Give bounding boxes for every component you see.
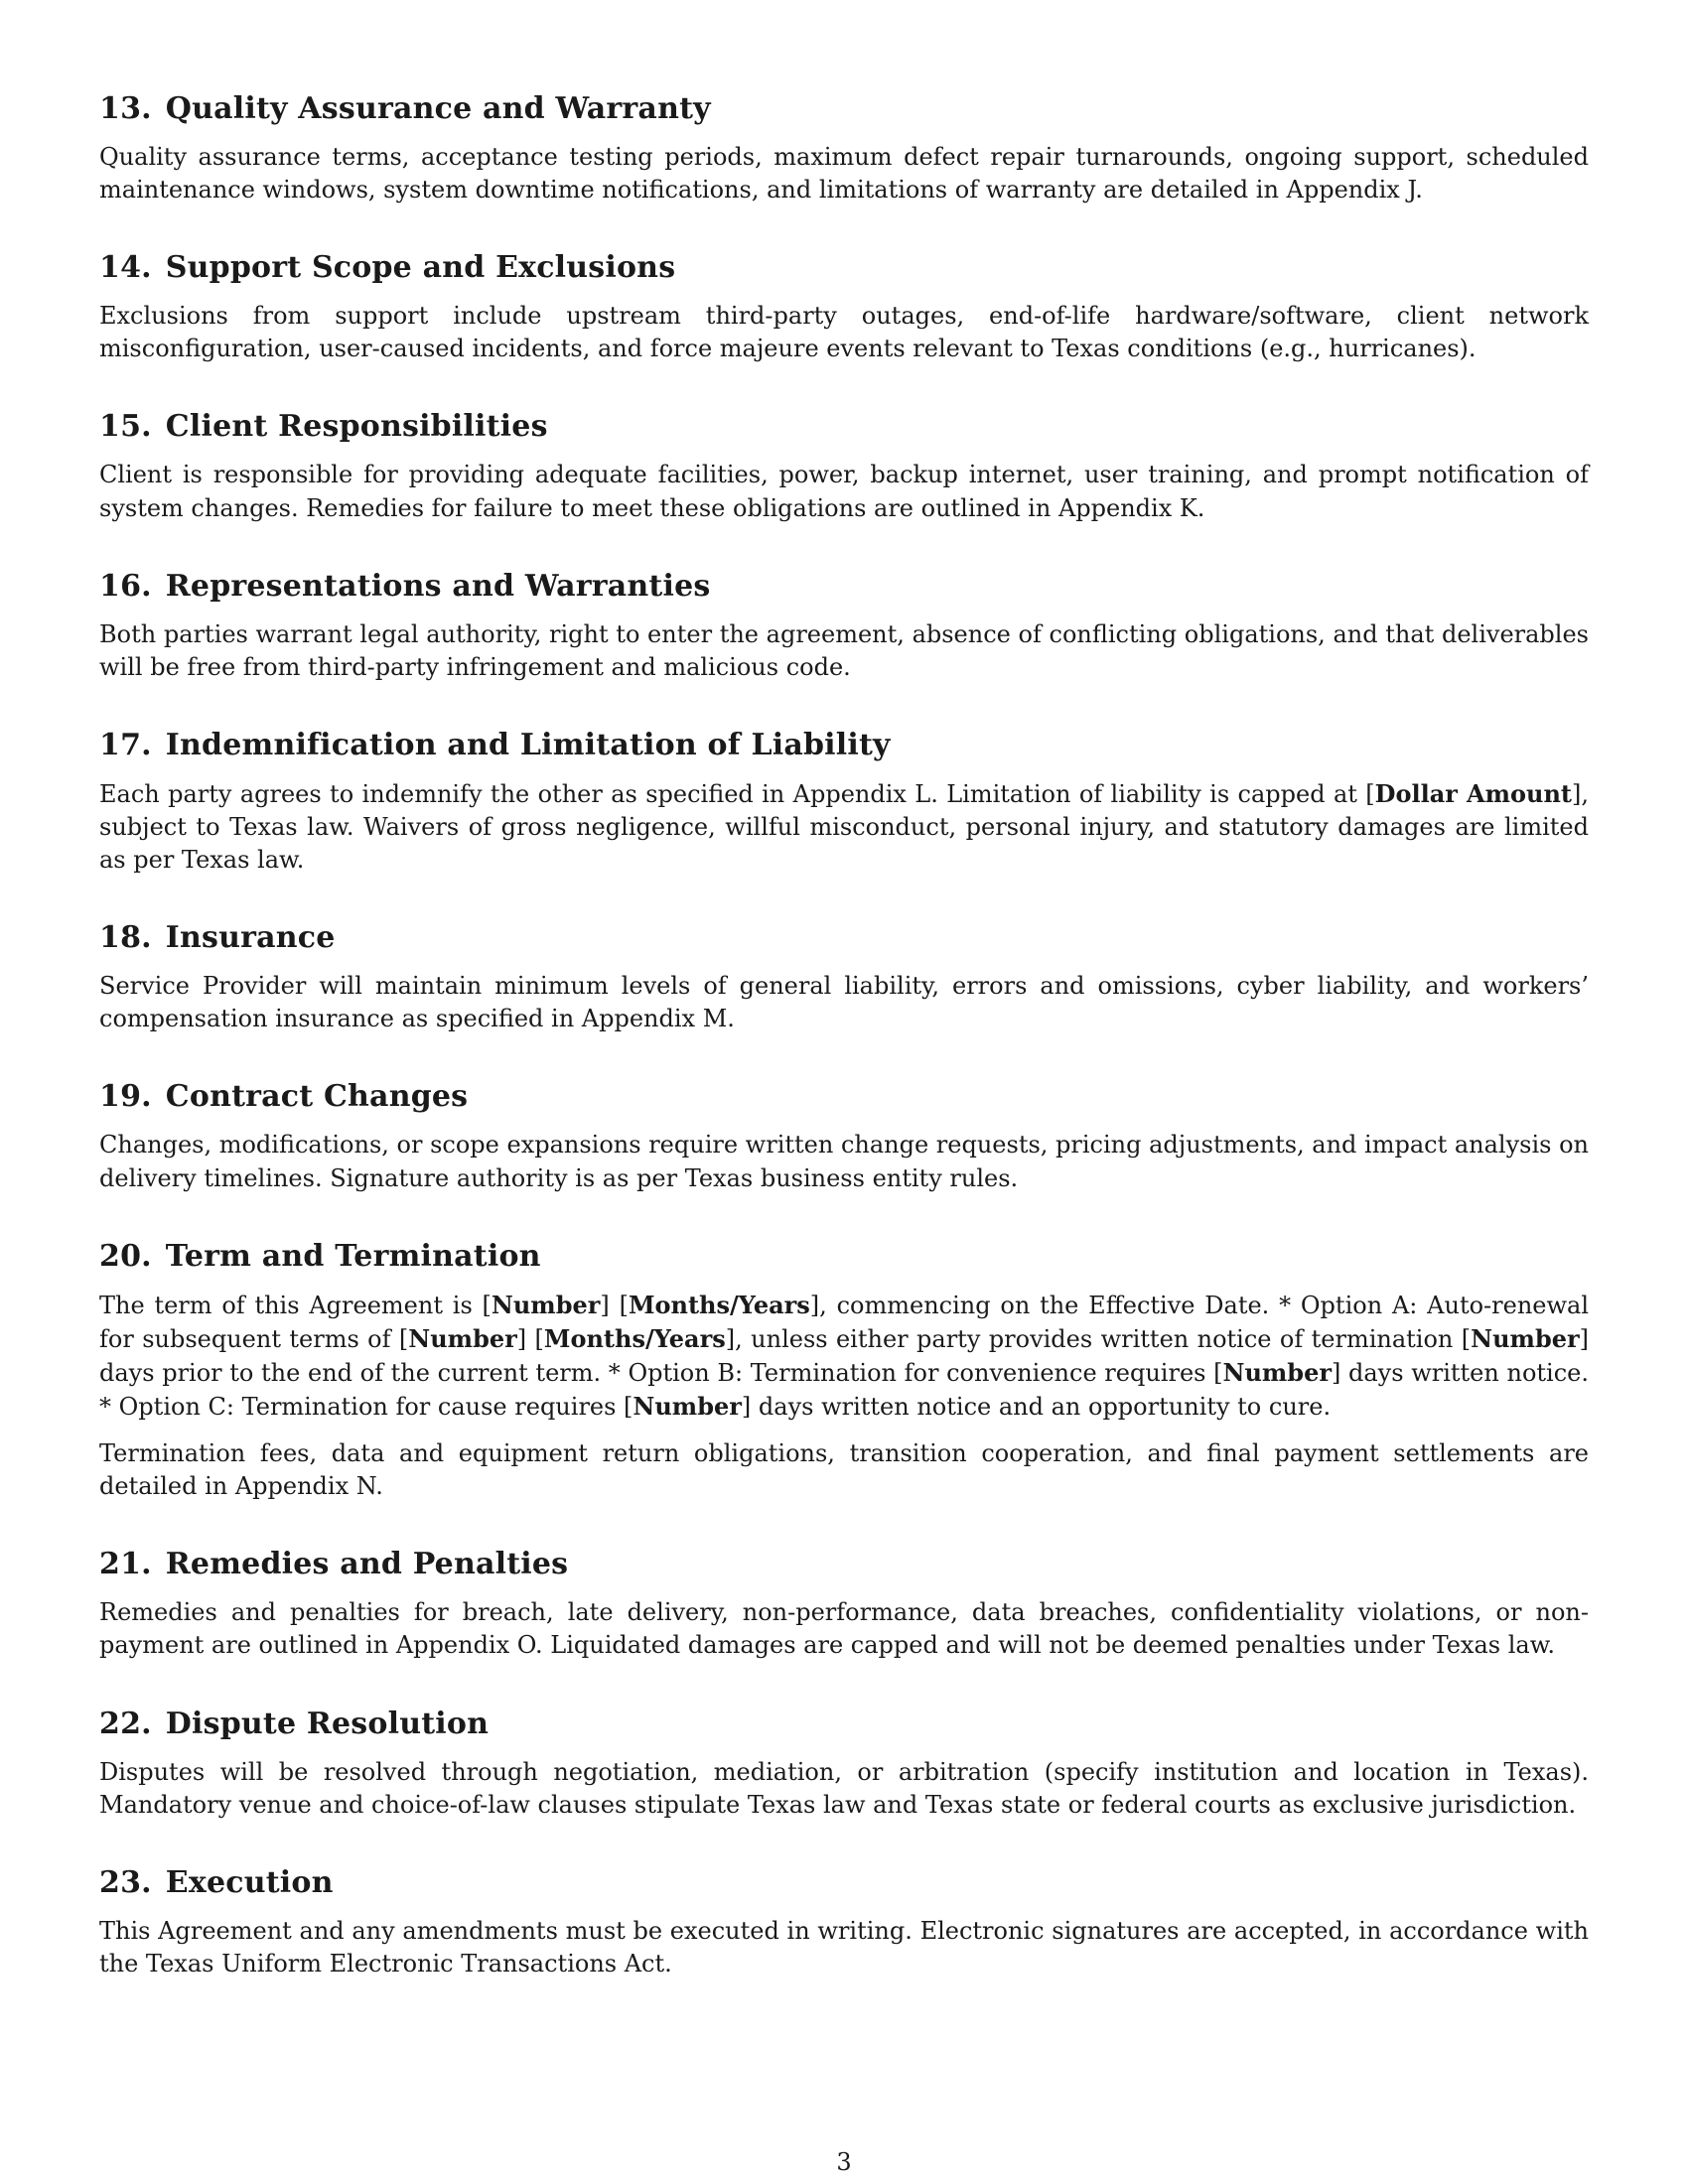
placeholder-field: Number	[633, 1391, 742, 1421]
section-22	[99, 1706, 1589, 1822]
section-paragraph	[99, 1915, 1589, 1980]
section-16	[99, 569, 1589, 684]
section-paragraph	[99, 1437, 1589, 1503]
section-number: 22.	[99, 1706, 152, 1741]
section-paragraph	[99, 970, 1589, 1035]
section-title: Insurance	[165, 920, 336, 956]
text-run: ] days prior to the end of the current term. * Option B: Termination for convenience requires [	[99, 1324, 1590, 1387]
placeholder-field: Months/Years	[543, 1323, 726, 1353]
section-heading	[99, 728, 1589, 763]
placeholder-field: Dollar Amount	[1374, 778, 1572, 808]
section-title: Support Scope and Exclusions	[165, 250, 676, 286]
section-paragraph	[99, 777, 1589, 877]
section-heading	[99, 920, 1589, 956]
text-run: ], commencing on the Effective Date. * Option A: Auto-renewal for subsequent terms of [	[99, 1291, 1590, 1353]
text-run: This Agreement and any amendments must be executed in writing. Electronic signatures are accepted, in accordance with the Texas Uniform Electronic Transactions Act.	[99, 1916, 1589, 1978]
section-13	[99, 91, 1589, 206]
placeholder-field: Number	[1222, 1357, 1332, 1387]
text-run: ], subject to Texas law. Waivers of gross negligence, willful misconduct, personal injury, and statutory damages are limited as per Texas law.	[99, 779, 1589, 875]
section-15	[99, 409, 1589, 524]
section-paragraph	[99, 300, 1589, 365]
section-paragraph	[99, 141, 1589, 206]
text-run: Remedies and penalties for breach, late delivery, non-performance, data breaches, confidentiality violations, or non-payment are outlined in Appendix O. Liquidated damages are capped and will not be deemed penalties under Texas law.	[99, 1598, 1589, 1660]
placeholder-field: Number	[408, 1323, 517, 1353]
text-run: The term of this Agreement is [	[99, 1291, 492, 1319]
section-heading	[99, 1547, 1589, 1582]
section-heading	[99, 1239, 1589, 1275]
placeholder-field: Number	[491, 1290, 601, 1319]
section-paragraph	[99, 459, 1589, 524]
placeholder-field: Months/Years	[628, 1290, 810, 1319]
section-heading	[99, 1706, 1589, 1742]
section-number: 15.	[99, 409, 152, 445]
section-14	[99, 250, 1589, 365]
section-heading	[99, 91, 1589, 127]
document-page	[99, 91, 1589, 2024]
section-heading	[99, 1865, 1589, 1901]
section-number: 19.	[99, 1079, 152, 1115]
section-number: 21.	[99, 1547, 152, 1582]
text-run: Both parties warrant legal authority, right to enter the agreement, absence of conflicting obligations, and that deliverables will be free from third-party infringement and malicious code.	[99, 619, 1589, 681]
text-run: Exclusions from support include upstream third-party outages, end-of-life hardware/software, client network misconfiguration, user-caused incidents, and force majeure events relevant to Texas conditions (e.g., hurricanes).	[99, 302, 1589, 363]
text-run: Client is responsible for providing adequate facilities, power, backup internet, user training, and prompt notification of system changes. Remedies for failure to meet these obligations are outlined in Appendix K.	[99, 461, 1589, 522]
section-paragraph	[99, 1289, 1589, 1424]
section-heading	[99, 250, 1589, 286]
section-number: 14.	[99, 250, 152, 286]
section-number: 17.	[99, 727, 152, 762]
section-number: 16.	[99, 568, 152, 604]
page-number: 3	[836, 2148, 852, 2176]
section-17	[99, 728, 1589, 877]
section-title: Quality Assurance and Warranty	[165, 91, 711, 126]
section-number: 13.	[99, 91, 152, 126]
text-run: Changes, modifications, or scope expansions require written change requests, pricing adjustments, and impact analysis on delivery timelines. Signature authority is as per Texas business entity rules.	[99, 1131, 1590, 1192]
section-title: Contract Changes	[165, 1079, 469, 1115]
text-run: Disputes will be resolved through negotiation, mediation, or arbitration (specify institution and location in Texas). Mandatory venue and choice-of-law clauses stipulate Texas law and Texas state or federal courts as exclusive jurisdiction.	[99, 1757, 1589, 1819]
section-18	[99, 920, 1589, 1035]
text-run: Service Provider will maintain minimum levels of general liability, errors and omissions, cyber liability, and workers’ compensation insurance as specified in Appendix M.	[99, 972, 1589, 1033]
section-paragraph	[99, 1596, 1589, 1662]
section-paragraph	[99, 1756, 1589, 1822]
section-23	[99, 1865, 1589, 1980]
text-run: Quality assurance terms, acceptance testing periods, maximum defect repair turnarounds, ongoing support, scheduled maintenance windows, system downtime notifications, and limitations of warranty are detailed in Appendix J.	[99, 143, 1589, 205]
text-run: ], unless either party provides written notice of termination [	[725, 1324, 1472, 1353]
section-21	[99, 1547, 1589, 1662]
section-title: Representations and Warranties	[165, 568, 711, 604]
section-20	[99, 1239, 1589, 1504]
section-number: 20.	[99, 1238, 152, 1274]
section-title: Indemnification and Limitation of Liability	[165, 727, 891, 762]
text-run: ] days written notice and an opportunity to cure.	[741, 1392, 1332, 1421]
section-heading	[99, 569, 1589, 605]
section-heading	[99, 409, 1589, 445]
section-number: 18.	[99, 920, 152, 956]
section-title: Dispute Resolution	[165, 1706, 490, 1741]
section-heading	[99, 1079, 1589, 1115]
section-paragraph	[99, 618, 1589, 684]
section-number: 23.	[99, 1864, 152, 1900]
text-run: Termination fees, data and equipment return obligations, transition cooperation, and final payment settlements are detailed in Appendix N.	[99, 1439, 1589, 1501]
section-paragraph	[99, 1129, 1589, 1194]
section-title: Client Responsibilities	[165, 409, 548, 445]
section-title: Remedies and Penalties	[165, 1547, 569, 1582]
text-run: ] [	[516, 1324, 544, 1353]
placeholder-field: Number	[1471, 1323, 1580, 1353]
text-run: Each party agrees to indemnify the other as specified in Appendix L. Limitation of liability is capped at [	[99, 779, 1375, 808]
section-title: Execution	[165, 1864, 334, 1900]
section-title: Term and Termination	[165, 1238, 541, 1274]
section-19	[99, 1079, 1589, 1194]
text-run: ] days written notice. * Option C: Termination for cause requires [	[99, 1358, 1590, 1421]
text-run: ] [	[600, 1291, 629, 1319]
